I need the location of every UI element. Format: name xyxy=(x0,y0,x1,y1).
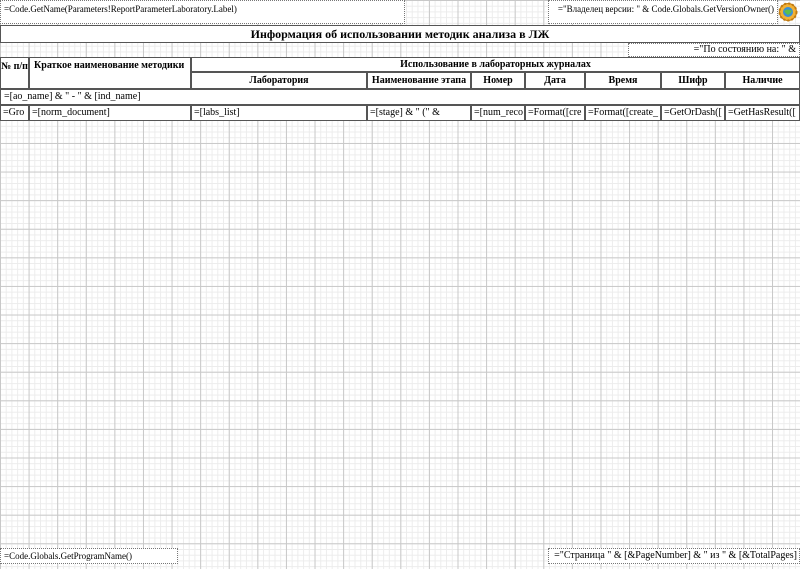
report-title[interactable]: Информация об использовании методик анализа в ЛЖ xyxy=(0,25,800,43)
detail-cell-code[interactable]: =GetOrDash([ xyxy=(661,105,725,121)
page-number-expression[interactable]: ="Страница " & [&PageNumber] & " из " & [&TotalPages] xyxy=(548,548,800,564)
sub-header-number[interactable]: Номер xyxy=(471,72,525,89)
col-group-header-usage[interactable]: Использование в лабораторных журналах xyxy=(191,57,800,72)
detail-cell-format-time[interactable]: =Format([create_ xyxy=(585,105,661,121)
detail-cell-stage[interactable]: =[stage] & " (" & xyxy=(367,105,471,121)
col-header-method[interactable]: Краткое наименование методики xyxy=(29,57,191,89)
lab-name-expression[interactable]: =Code.GetName(Parameters!ReportParameterLaboratory.Label) xyxy=(0,0,405,24)
detail-cell-labs-list[interactable]: =[labs_list] xyxy=(191,105,367,121)
sub-header-stage-name[interactable]: Наименование этапа xyxy=(367,72,471,89)
version-owner-expression[interactable]: ="Владелец версии: " & Code.Globals.GetVersionOwner() xyxy=(548,0,778,24)
sub-header-date[interactable]: Дата xyxy=(525,72,585,89)
detail-cell-norm-document[interactable]: =[norm_document] xyxy=(29,105,191,121)
detail-cell-num-record[interactable]: =[num_reco xyxy=(471,105,525,121)
program-name-expression[interactable]: =Code.Globals.GetProgramName() xyxy=(0,548,178,564)
detail-cell-format-date[interactable]: =Format([cre xyxy=(525,105,585,121)
sub-header-laboratory[interactable]: Лаборатория xyxy=(191,72,367,89)
sub-header-code[interactable]: Шифр xyxy=(661,72,725,89)
detail-cell-group-num[interactable]: =Gro xyxy=(0,105,29,121)
as-of-date-expression[interactable]: ="По состоянию на: " & xyxy=(628,43,800,57)
sub-header-availability[interactable]: Наличие xyxy=(725,72,800,89)
sub-header-time[interactable]: Время xyxy=(585,72,661,89)
gear-globe-logo-icon xyxy=(778,2,798,22)
group-row-expression[interactable]: =[ao_name] & " - " & [ind_name] xyxy=(0,89,800,105)
col-header-num[interactable]: № п/п xyxy=(0,57,29,89)
detail-cell-has-result[interactable]: =GetHasResult([ xyxy=(725,105,800,121)
